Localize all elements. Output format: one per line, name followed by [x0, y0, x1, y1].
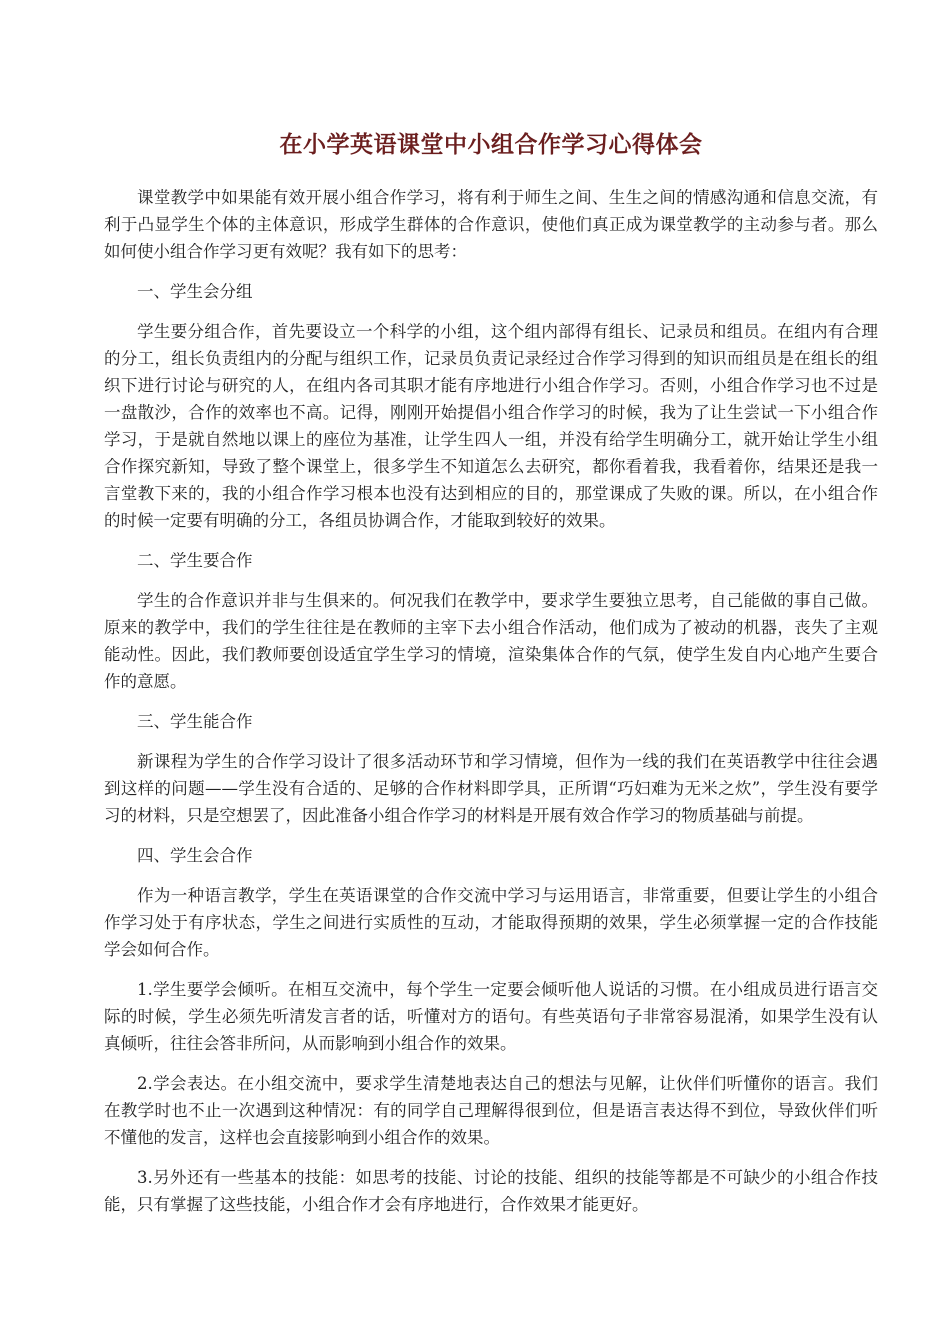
section-3-paragraph-1: 新课程为学生的合作学习设计了很多活动环节和学习情境，但作为一线的我们在英语教学中往往会遇到这样的问题——学生没有合适的、足够的合作材料即学具，正所谓“巧妇难为无米之炊”，学生没有要学习的材料，只是空想罢了，因此准备小组合作学习的材料是开展有效合作学习的物质基础与前提。 — [104, 752, 878, 825]
section-2-paragraph-1: 学生的合作意识并非与生俱来的。何况我们在教学中，要求学生要独立思考，自己能做的事自己做。原来的教学中，我们的学生往往是在教师的主宰下去小组合作活动，他们成为了被动的机器，丧失了主观能动性。因此，我们教师要创设适宜学生学习的情境，渲染集体合作的气氛，使学生发自内心地产生要合作的意愿。 — [104, 591, 878, 691]
section-4-item-2: 2.学会表达。在小组交流中，要求学生清楚地表达自己的想法与见解，让伙伴们听懂你的语言。我们在教学时也不止一次遇到这种情况：有的同学自己理解得很到位，但是语言表达得不到位，导致伙伴们听不懂他的发言，这样也会直接影响到小组合作的效果。 — [104, 1074, 878, 1147]
section-4-item-3: 3.另外还有一些基本的技能：如思考的技能、讨论的技能、组织的技能等都是不可缺少的小组合作技能，只有掌握了这些技能，小组合作才会有序地进行，合作效果才能更好。 — [104, 1168, 878, 1214]
section-heading-2: 二、学生要合作 — [137, 551, 253, 570]
document-title: 在小学英语课堂中小组合作学习心得体会 — [279, 132, 703, 158]
document-page — [104, 128, 878, 1231]
section-4-item-1: 1.学生要学会倾听。在相互交流中，每个学生一定要会倾听他人说话的习惯。在小组成员进行语言交际的时候，学生必须先听清发言者的话，听懂对方的语句。有些英语句子非常容易混淆，如果学生没有认真倾听，往往会答非所问，从而影响到小组合作的效果。 — [104, 980, 878, 1053]
section-heading-1: 一、学生会分组 — [137, 282, 253, 301]
section-4-paragraph-1: 作为一种语言教学，学生在英语课堂的合作交流中学习与运用语言，非常重要，但要让学生的小组合作学习处于有序状态，学生之间进行实质性的互动，才能取得预期的效果，学生必须掌握一定的合作技能学会如何合作。 — [104, 886, 878, 959]
section-heading-3: 三、学生能合作 — [137, 712, 253, 731]
section-heading-4: 四、学生会合作 — [137, 846, 253, 865]
intro-paragraph: 课堂教学中如果能有效开展小组合作学习，将有利于师生之间、生生之间的情感沟通和信息交流，有利于凸显学生个体的主体意识，形成学生群体的合作意识，使他们真正成为课堂教学的主动参与者。那么如何使小组合作学习更有效呢？我有如下的思考： — [104, 188, 878, 261]
section-1-paragraph-1: 学生要分组合作，首先要设立一个科学的小组，这个组内部得有组长、记录员和组员。在组内有合理的分工，组长负责组内的分配与组织工作，记录员负责记录经过合作学习得到的知识而组员是在组长的组织下进行讨论与研究的人，在组内各司其职才能有序地进行小组合作学习。否则，小组合作学习也不过是一盘散沙，合作的效率也不高。记得，刚刚开始提倡小组合作学习的时候，我为了让生尝试一下小组合作学习，于是就自然地以课上的座位为基准，让学生四人一组，并没有给学生明确分工，就开始让学生小组合作探究新知，导致了整个课堂上，很多学生不知道怎么去研究，都你看着我，我看着你，结果还是我一言堂教下来的，我的小组合作学习根本也没有达到相应的目的，那堂课成了失败的课。所以，在小组合作的时候一定要有明确的分工，各组员协调合作，才能取到较好的效果。 — [104, 322, 878, 530]
